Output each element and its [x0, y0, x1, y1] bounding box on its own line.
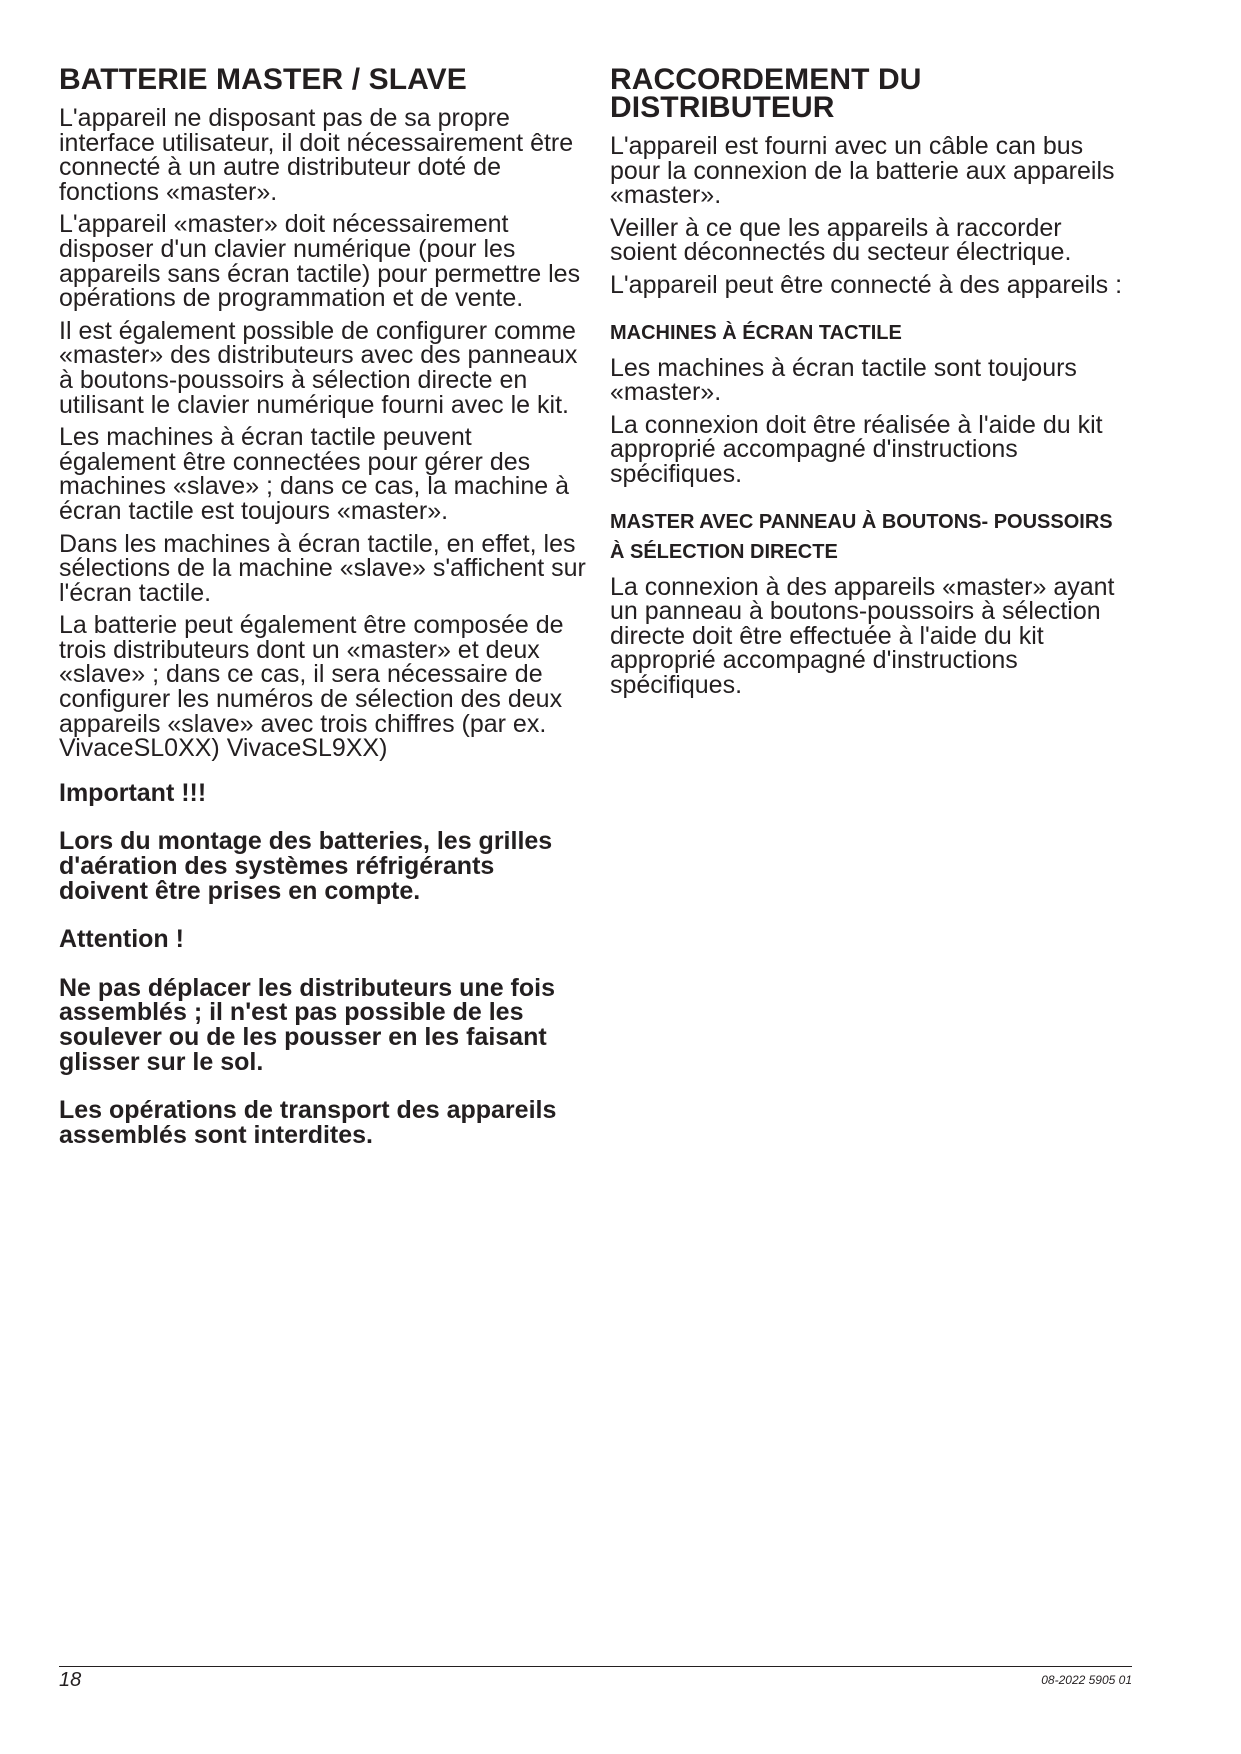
paragraph: La connexion doit être réalisée à l'aide du kit approprié accompagné d'instructions spécifiques. — [610, 410, 1103, 488]
right-column — [610, 63, 1130, 706]
footer-divider — [59, 1666, 1132, 1667]
paragraph: L'appareil peut être connecté à des appareils : — [610, 270, 1123, 299]
attention-label: Attention ! — [59, 925, 184, 954]
paragraph: L'appareil «master» doit nécessairement disposer d'un clavier numérique (pour les appareils sans écran tactile) pour permettre les opérations de programmation et de vente. — [59, 210, 581, 313]
subheading-boutons-poussoirs: MASTER AVEC PANNEAU À BOUTONS- POUSSOIRS À SÉLECTION DIRECTE — [610, 510, 1113, 563]
attention-text: Ne pas déplacer les distributeurs une fois assemblés ; il n'est pas possible de les soulever ou de les pousser en les faisant glisser sur le sol. — [59, 973, 555, 1076]
paragraph: La batterie peut également être composée de trois distributeurs dont un «master» et deux «slave» ; dans ce cas, il sera nécessaire de configurer les numéros de sélection des deux appareils «slave» avec trois chiffres (par ex. VivaceSL0XX) VivaceSL9XX) — [59, 611, 564, 763]
important-label: Important !!! — [59, 778, 207, 807]
paragraph: Les machines à écran tactile sont toujours «master». — [610, 353, 1077, 407]
page-number: 18 — [59, 1669, 82, 1691]
paragraph: Il est également possible de configurer comme «master» des distributeurs avec des panneaux à boutons-poussoirs à sélection directe en utilisant le clavier numérique fourni avec le kit. — [59, 316, 578, 419]
important-text: Lors du montage des batteries, les grilles d'aération des systèmes réfrigérants doivent être prises en compte. — [59, 827, 553, 905]
paragraph: L'appareil est fourni avec un câble can bus pour la connexion de la batterie aux appareils «master». — [610, 132, 1115, 210]
subheading-ecran-tactile: MACHINES À ÉCRAN TACTILE — [610, 321, 902, 344]
paragraph: Dans les machines à écran tactile, en effet, les sélections de la machine «slave» s'affichent sur l'écran tactile. — [59, 529, 586, 607]
paragraph: Les machines à écran tactile peuvent également être connectées pour gérer des machines «slave» ; dans ce cas, la machine à écran tactile est toujours «master». — [59, 423, 569, 525]
section-heading-batterie: BATTERIE MASTER / SLAVE — [59, 63, 467, 96]
document-code: 08-2022 5905 01 — [1041, 1673, 1132, 1687]
attention-text: Les opérations de transport des appareils assemblés sont interdites. — [59, 1096, 557, 1149]
paragraph: La connexion à des appareils «master» ayant un panneau à boutons-poussoirs à sélection directe doit être effectuée à l'aide du kit approprié accompagné d'instructions spécifiques. — [610, 572, 1115, 699]
paragraph: Veiller à ce que les appareils à raccorder soient déconnectés du secteur électrique. — [610, 213, 1072, 267]
left-column — [59, 63, 589, 1171]
section-heading-raccordement: RACCORDEMENT DU DISTRIBUTEUR — [610, 63, 922, 124]
paragraph: L'appareil ne disposant pas de sa propre interface utilisateur, il doit nécessairement être connecté à un autre distributeur doté de fonctions «master». — [59, 104, 574, 206]
